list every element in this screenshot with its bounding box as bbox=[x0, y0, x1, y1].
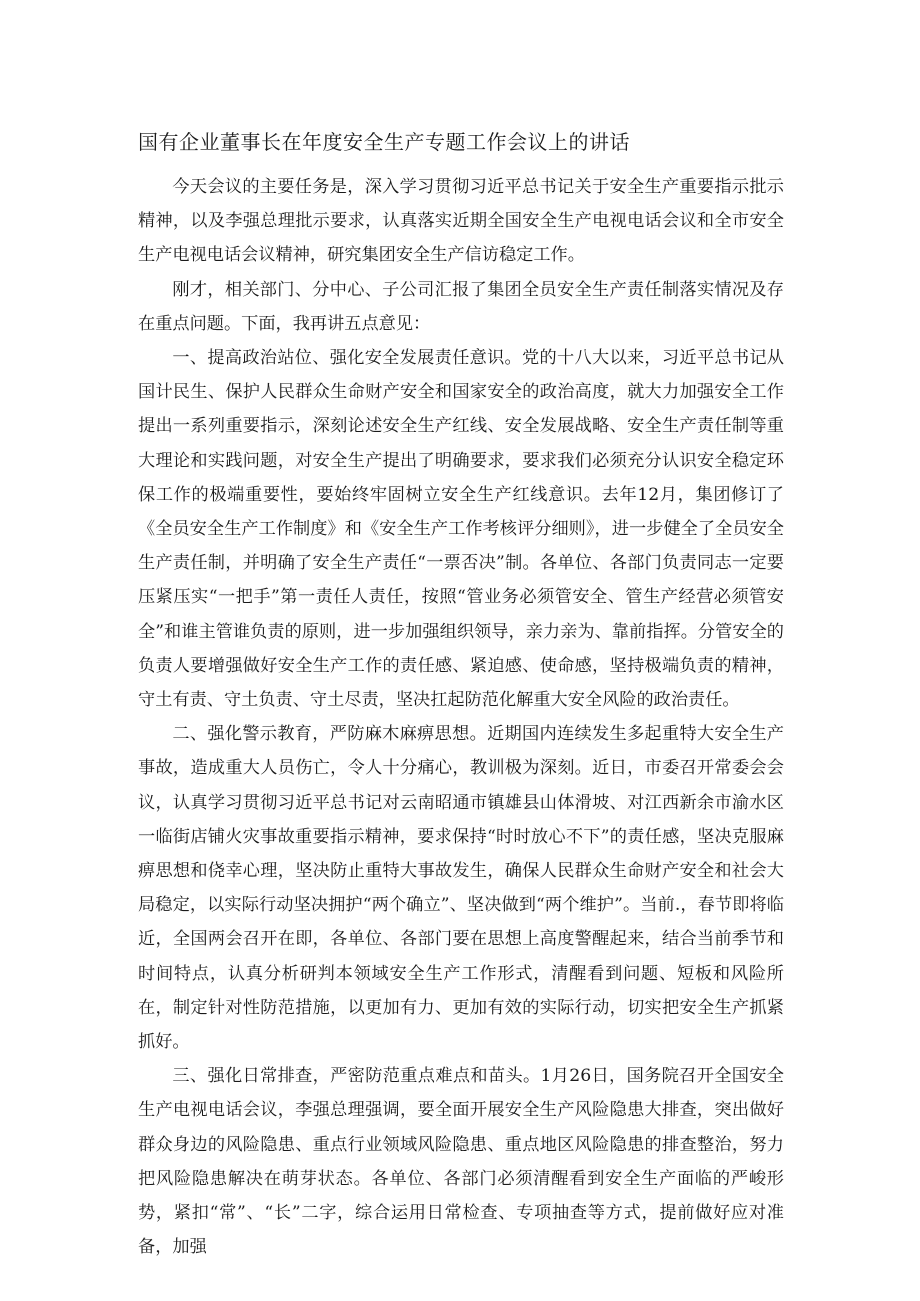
document-title: 国有企业董事长在年度安全生产专题工作会议上的讲话 bbox=[138, 130, 630, 154]
paragraph-point-three: 三、强化日常排查，严密防范重点难点和苗头。1月26日，国务院召开全国安全生产电视电话会议，李强总理强调，要全面开展安全生产风险隐患大排查，突出做好群众身边的风险隐患、重点行业领域风险隐患、重点地区风险隐患的排查整治，努力把风险隐患解决在萌芽状态。各单位、各部门必须清醒看到安全生产面临的严峻形势，紧扣“常”、“长”二字，综合运用日常检查、专项抽查等方式，提前做好应对准备，加强 bbox=[138, 1066, 784, 1258]
document-body bbox=[138, 170, 784, 1265]
paragraph-point-two: 二、强化警示教育，严防麻木麻痹思想。近期国内连续发生多起重特大安全生产事故，造成重大人员伤亡，令人十分痛心，教训极为深刻。近日，市委召开常委会会议，认真学习贯彻习近平总书记对云南昭通市镇雄县山体滑坡、对江西新余市渝水区一临街店铺火灾事故重要指示精神，要求保持“时时放心不下”的责任感，坚决克服麻痹思想和侥幸心理，坚决防止重特大事故发生，确保人民群众生命财产安全和社会大局稳定，以实际行动坚决拥护“两个确立”、坚决做到“两个维护”。当前.，春节即将临近，全国两会召开在即，各单位、各部门要在思想上高度警醒起来，结合当前季节和时间特点，认真分析研判本领域安全生产工作形式，清醒看到问题、短板和风险所在，制定针对性防范措施，以更加有力、更加有效的实际行动，切实把安全生产抓紧抓好。 bbox=[138, 724, 784, 1053]
paragraph-point-one: 一、提高政治站位、强化安全发展责任意识。党的十八大以来，习近平总书记从国计民生、保护人民群众生命财产安全和国家安全的政治高度，就大力加强安全工作提出一系列重要指示，深刻论述安全生产红线、安全发展战略、安全生产责任制等重大理论和实践问题，对安全生产提出了明确要求，要求我们必须充分认识安全稳定环保工作的极端重要性，要始终牢固树立安全生产红线意识。去年12月，集团修订了《全员安全生产工作制度》和《安全生产工作考核评分细则》，进一步健全了全员安全生产责任制，并明确了安全生产责任“一票否决”制。各单位、各部门负责同志一定要压紧压实“一把手”第一责任人责任，按照“管业务必须管安全、管生产经营必须管安全”和谁主管谁负责的原则，进一步加强组织领导，亲力亲为、靠前指挥。分管安全的负责人要增强做好安全生产工作的责任感、紧迫感、使命感，坚持极端负责的精神，守土有责、守土负责、守土尽责，坚决扛起防范化解重大安全风险的政治责任。 bbox=[138, 348, 784, 711]
paragraph-opening: 今天会议的主要任务是，深入学习贯彻习近平总书记关于安全生产重要指示批示精神，以及李强总理批示要求，认真落实近期全国安全生产电视电话会议和全市安全生产电视电话会议精神，研究集团安全生产信访稳定工作。 bbox=[138, 177, 784, 266]
paragraph-transition: 刚才，相关部门、分中心、子公司汇报了集团全员安全生产责任制落实情况及存在重点问题。下面，我再讲五点意见： bbox=[138, 279, 784, 334]
